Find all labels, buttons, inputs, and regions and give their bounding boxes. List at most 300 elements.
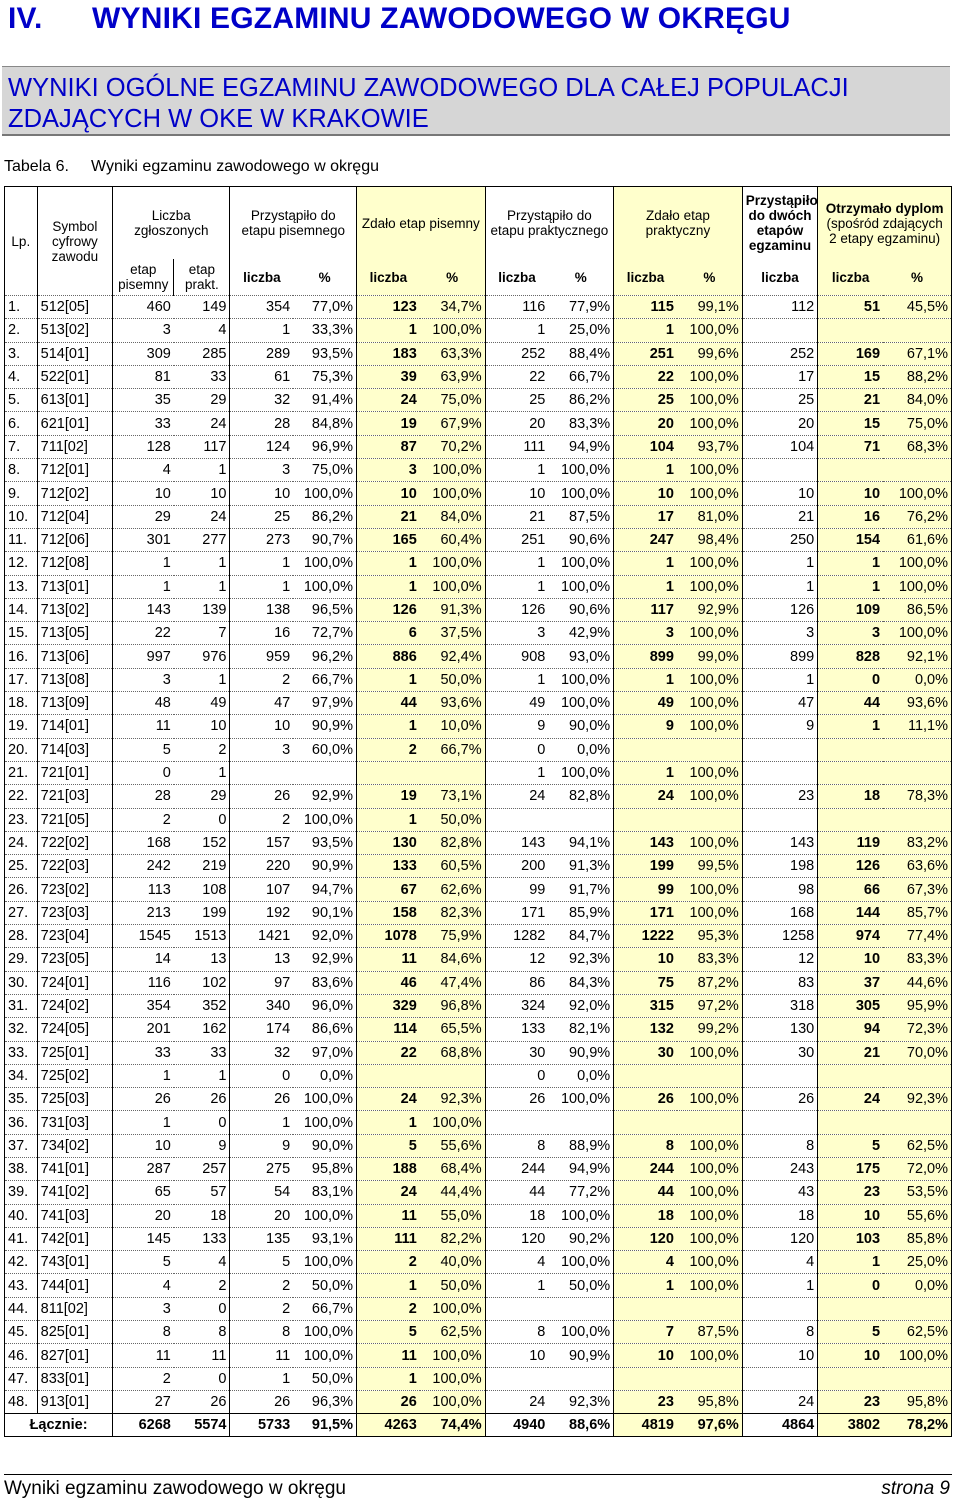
table-cell: 128 xyxy=(113,435,174,458)
table-cell xyxy=(677,1064,742,1087)
table-cell xyxy=(818,808,883,831)
table-cell: 97 xyxy=(230,971,293,994)
table-cell xyxy=(548,1111,613,1134)
sub-pct: % xyxy=(883,259,951,296)
table-cell: 5 xyxy=(230,1251,293,1274)
profession-code: 741[03] xyxy=(37,1204,113,1227)
table-cell: 309 xyxy=(113,342,174,365)
row-number: 13. xyxy=(5,575,38,598)
table-cell: 287 xyxy=(113,1157,174,1180)
table-cell: 251 xyxy=(614,342,677,365)
table-cell: 199 xyxy=(614,855,677,878)
row-number: 32. xyxy=(5,1018,38,1041)
table-cell: 94,7% xyxy=(293,878,356,901)
table-cell: 7 xyxy=(614,1321,677,1344)
table-cell: 198 xyxy=(742,855,818,878)
table-cell: 324 xyxy=(485,994,548,1017)
table-cell xyxy=(677,738,742,761)
table-cell: 5 xyxy=(357,1134,420,1157)
table-cell xyxy=(677,1111,742,1134)
table-row xyxy=(5,645,952,668)
table-cell: 47 xyxy=(742,692,818,715)
profession-code: 714[03] xyxy=(37,738,113,761)
table-cell: 87,2% xyxy=(677,971,742,994)
row-number: 48. xyxy=(5,1390,38,1413)
table-cell: 32 xyxy=(230,1041,293,1064)
table-cell: 165 xyxy=(357,528,420,551)
table-cell: 68,4% xyxy=(420,1157,485,1180)
table-cell: 1282 xyxy=(485,925,548,948)
table-cell xyxy=(614,1111,677,1134)
footer-title: Wyniki egzaminu zawodowego w okręgu xyxy=(4,1478,346,1499)
table-cell: 157 xyxy=(230,831,293,854)
table-cell xyxy=(883,808,951,831)
table-cell: 10 xyxy=(174,715,230,738)
table-cell: 100,0% xyxy=(883,1344,951,1367)
table-row xyxy=(5,715,952,738)
table-cell: 28 xyxy=(230,412,293,435)
table-cell: 70,2% xyxy=(420,435,485,458)
table-cell: 33 xyxy=(174,365,230,388)
table-cell: 37 xyxy=(818,971,883,994)
table-cell: 26 xyxy=(614,1088,677,1111)
table-cell: 61 xyxy=(230,365,293,388)
table-row xyxy=(5,1134,952,1157)
sub-liczba: liczba xyxy=(818,259,883,296)
table-cell: 162 xyxy=(174,1018,230,1041)
total-cell: 4864 xyxy=(742,1414,818,1437)
table-cell: 86,2% xyxy=(548,389,613,412)
table-cell: 0 xyxy=(174,808,230,831)
table-cell: 90,0% xyxy=(548,715,613,738)
table-cell: 200 xyxy=(485,855,548,878)
table-cell: 93,0% xyxy=(548,645,613,668)
dyplom-subtitle: (spośród zdających 2 etapy egzaminu) xyxy=(826,215,943,246)
table-cell: 100,0% xyxy=(420,575,485,598)
table-cell: 8 xyxy=(742,1134,818,1157)
table-cell: 0,0% xyxy=(883,668,951,691)
table-cell: 63,9% xyxy=(420,365,485,388)
total-cell: 4940 xyxy=(485,1414,548,1437)
profession-code: 724[01] xyxy=(37,971,113,994)
profession-code: 713[08] xyxy=(37,668,113,691)
table-cell: 100,0% xyxy=(677,459,742,482)
table-cell: 99 xyxy=(614,878,677,901)
table-cell: 24 xyxy=(357,1181,420,1204)
row-number: 24. xyxy=(5,831,38,854)
table-cell: 24 xyxy=(357,1088,420,1111)
table-cell: 51 xyxy=(818,296,883,319)
table-cell: 90,6% xyxy=(548,598,613,621)
table-cell xyxy=(485,1297,548,1320)
profession-code: 723[02] xyxy=(37,878,113,901)
table-cell: 63,6% xyxy=(883,855,951,878)
table-cell: 78,3% xyxy=(883,785,951,808)
table-cell: 50,0% xyxy=(293,1274,356,1297)
table-cell: 98 xyxy=(742,878,818,901)
table-cell: 93,5% xyxy=(293,342,356,365)
total-cell: 91,5% xyxy=(293,1414,356,1437)
table-row xyxy=(5,412,952,435)
table-cell: 85,7% xyxy=(883,901,951,924)
table-cell: 119 xyxy=(818,831,883,854)
table-cell: 82,8% xyxy=(420,831,485,854)
table-cell: 23 xyxy=(818,1390,883,1413)
table-cell: 9 xyxy=(614,715,677,738)
table-row xyxy=(5,319,952,342)
table-cell: 93,1% xyxy=(293,1227,356,1250)
table-row xyxy=(5,598,952,621)
table-cell: 30 xyxy=(614,1041,677,1064)
table-cell: 102 xyxy=(174,971,230,994)
table-cell: 30 xyxy=(742,1041,818,1064)
table-cell: 39 xyxy=(357,365,420,388)
table-cell: 247 xyxy=(614,528,677,551)
total-cell: 6268 xyxy=(113,1414,174,1437)
table-cell: 104 xyxy=(614,435,677,458)
table-cell: 3 xyxy=(113,319,174,342)
table-cell: 1 xyxy=(357,715,420,738)
table-cell: 252 xyxy=(485,342,548,365)
table-cell: 1 xyxy=(818,1251,883,1274)
table-cell: 99 xyxy=(485,878,548,901)
table-cell: 100,0% xyxy=(883,552,951,575)
table-cell: 10 xyxy=(742,1344,818,1367)
table-cell: 24 xyxy=(485,785,548,808)
table-row xyxy=(5,1344,952,1367)
row-number: 3. xyxy=(5,342,38,365)
table-cell: 1 xyxy=(174,1064,230,1087)
table-cell: 19 xyxy=(357,412,420,435)
table-cell: 1 xyxy=(614,575,677,598)
table-cell: 26 xyxy=(174,1088,230,1111)
table-cell: 95,8% xyxy=(293,1157,356,1180)
table-cell: 24 xyxy=(742,1390,818,1413)
table-cell: 0 xyxy=(174,1367,230,1390)
table-cell: 192 xyxy=(230,901,293,924)
table-cell: 20 xyxy=(230,1204,293,1227)
results-table xyxy=(4,186,952,1437)
table-cell: 145 xyxy=(113,1227,174,1250)
profession-code: 725[01] xyxy=(37,1041,113,1064)
table-cell: 19 xyxy=(357,785,420,808)
table-cell xyxy=(742,808,818,831)
table-cell: 100,0% xyxy=(420,552,485,575)
table-cell: 11 xyxy=(357,1204,420,1227)
table-cell: 90,9% xyxy=(548,1041,613,1064)
table-cell: 133 xyxy=(174,1227,230,1250)
dyplom-title: Otrzymało dyplom xyxy=(825,200,944,216)
profession-code: 723[05] xyxy=(37,948,113,971)
table-cell: 124 xyxy=(230,435,293,458)
total-row xyxy=(5,1414,952,1437)
table-cell: 100,0% xyxy=(677,1181,742,1204)
table-cell: 1 xyxy=(230,1367,293,1390)
table-cell: 175 xyxy=(818,1157,883,1180)
table-cell: 0 xyxy=(113,761,174,784)
table-cell: 107 xyxy=(230,878,293,901)
table-cell: 886 xyxy=(357,645,420,668)
table-cell: 100,0% xyxy=(420,1390,485,1413)
table-cell: 244 xyxy=(485,1157,548,1180)
profession-code: 714[01] xyxy=(37,715,113,738)
table-cell: 84,7% xyxy=(548,925,613,948)
table-cell: 25 xyxy=(485,389,548,412)
table-cell: 83 xyxy=(742,971,818,994)
table-cell: 92,9% xyxy=(677,598,742,621)
table-cell: 93,5% xyxy=(293,831,356,854)
table-cell: 16 xyxy=(230,622,293,645)
table-cell: 0,0% xyxy=(548,1064,613,1087)
table-cell xyxy=(293,761,356,784)
subheading-box: WYNIKI OGÓLNE EGZAMINU ZAWODOWEGO DLA CAŁEJ POPULACJI ZDAJĄCYCH W OKE W KRAKOWIE xyxy=(2,66,950,136)
table-cell: 100,0% xyxy=(677,1204,742,1227)
table-cell: 1 xyxy=(742,668,818,691)
table-cell: 26 xyxy=(230,1390,293,1413)
table-cell: 1 xyxy=(174,552,230,575)
profession-code: 827[01] xyxy=(37,1344,113,1367)
row-number: 39. xyxy=(5,1181,38,1204)
table-cell: 1513 xyxy=(174,925,230,948)
table-cell: 75,0% xyxy=(420,389,485,412)
table-cell: 33 xyxy=(113,412,174,435)
row-number: 15. xyxy=(5,622,38,645)
table-row xyxy=(5,1367,952,1390)
table-cell: 21 xyxy=(742,505,818,528)
table-cell: 10 xyxy=(113,1134,174,1157)
table-cell: 1 xyxy=(230,1111,293,1134)
table-cell: 100,0% xyxy=(548,1088,613,1111)
profession-code: 721[05] xyxy=(37,808,113,831)
profession-code: 512[05] xyxy=(37,296,113,319)
table-cell: 81,0% xyxy=(677,505,742,528)
row-number: 33. xyxy=(5,1041,38,1064)
table-cell: 460 xyxy=(113,296,174,319)
table-cell: 100,0% xyxy=(293,1204,356,1227)
table-cell: 112 xyxy=(742,296,818,319)
table-cell: 354 xyxy=(113,994,174,1017)
table-cell xyxy=(818,1367,883,1390)
row-number: 44. xyxy=(5,1297,38,1320)
table-cell: 29 xyxy=(113,505,174,528)
table-cell: 1 xyxy=(230,552,293,575)
table-cell: 100,0% xyxy=(548,761,613,784)
row-number: 14. xyxy=(5,598,38,621)
table-cell: 126 xyxy=(742,598,818,621)
row-number: 17. xyxy=(5,668,38,691)
profession-code: 722[02] xyxy=(37,831,113,854)
profession-code: 712[01] xyxy=(37,459,113,482)
table-cell: 92,9% xyxy=(293,948,356,971)
table-cell: 8 xyxy=(614,1134,677,1157)
table-cell: 100,0% xyxy=(548,1321,613,1344)
row-number: 46. xyxy=(5,1344,38,1367)
profession-code: 742[01] xyxy=(37,1227,113,1250)
table-cell: 92,3% xyxy=(548,1390,613,1413)
table-cell: 99,0% xyxy=(677,645,742,668)
table-cell: 3 xyxy=(485,622,548,645)
profession-code: 712[04] xyxy=(37,505,113,528)
row-number: 40. xyxy=(5,1204,38,1227)
table-cell: 82,2% xyxy=(420,1227,485,1250)
table-cell: 88,9% xyxy=(548,1134,613,1157)
table-cell: 50,0% xyxy=(420,668,485,691)
table-cell: 94,9% xyxy=(548,1157,613,1180)
table-cell: 20 xyxy=(742,412,818,435)
table-cell: 144 xyxy=(818,901,883,924)
table-cell: 57 xyxy=(174,1181,230,1204)
table-cell: 18 xyxy=(614,1204,677,1227)
table-cell: 26 xyxy=(742,1088,818,1111)
table-cell: 73,1% xyxy=(420,785,485,808)
profession-code: 741[01] xyxy=(37,1157,113,1180)
table-cell: 8 xyxy=(174,1321,230,1344)
row-number: 26. xyxy=(5,878,38,901)
table-cell: 100,0% xyxy=(677,365,742,388)
table-cell: 10 xyxy=(818,1344,883,1367)
table-cell: 97,9% xyxy=(293,692,356,715)
table-cell: 169 xyxy=(818,342,883,365)
table-cell: 100,0% xyxy=(677,1251,742,1274)
table-cell: 100,0% xyxy=(293,1111,356,1134)
table-cell: 17 xyxy=(614,505,677,528)
table-cell: 75,3% xyxy=(293,365,356,388)
sub-liczba: liczba xyxy=(357,259,420,296)
table-cell: 100,0% xyxy=(677,1157,742,1180)
table-cell: 1 xyxy=(614,668,677,691)
table-cell: 100,0% xyxy=(293,482,356,505)
table-cell: 50,0% xyxy=(293,1367,356,1390)
table-cell: 1 xyxy=(174,459,230,482)
row-number: 27. xyxy=(5,901,38,924)
table-cell: 15 xyxy=(818,365,883,388)
table-cell: 11 xyxy=(357,1344,420,1367)
table-cell: 86,5% xyxy=(883,598,951,621)
table-cell: 4 xyxy=(113,1274,174,1297)
table-cell: 3 xyxy=(113,1297,174,1320)
table-cell: 0,0% xyxy=(293,1064,356,1087)
table-cell: 61,6% xyxy=(883,528,951,551)
sub-liczba: liczba xyxy=(230,259,293,296)
table-cell: 70,0% xyxy=(883,1041,951,1064)
col-etap-prakt: etap prakt. xyxy=(174,259,230,296)
footer-rule xyxy=(4,1474,952,1475)
table-cell: 1421 xyxy=(230,925,293,948)
table-cell: 83,3% xyxy=(883,948,951,971)
table-cell: 91,7% xyxy=(548,878,613,901)
table-cell: 35 xyxy=(113,389,174,412)
table-cell: 94 xyxy=(818,1018,883,1041)
row-number: 16. xyxy=(5,645,38,668)
table-cell: 117 xyxy=(614,598,677,621)
table-cell: 26 xyxy=(230,785,293,808)
table-cell: 90,6% xyxy=(548,528,613,551)
table-cell: 92,3% xyxy=(420,1088,485,1111)
table-row xyxy=(5,948,952,971)
table-cell: 5 xyxy=(113,1251,174,1274)
table-cell xyxy=(548,808,613,831)
table-body xyxy=(5,296,952,1437)
table-cell: 88,2% xyxy=(883,365,951,388)
table-cell: 117 xyxy=(174,435,230,458)
table-cell: 158 xyxy=(357,901,420,924)
table-cell: 11 xyxy=(113,715,174,738)
table-cell xyxy=(883,459,951,482)
table-cell xyxy=(742,1111,818,1134)
total-cell: 88,6% xyxy=(548,1414,613,1437)
table-cell: 100,0% xyxy=(548,668,613,691)
table-cell: 1258 xyxy=(742,925,818,948)
table-cell: 1 xyxy=(818,552,883,575)
table-cell: 1078 xyxy=(357,925,420,948)
table-cell: 2 xyxy=(230,1274,293,1297)
table-cell: 171 xyxy=(614,901,677,924)
row-number: 2. xyxy=(5,319,38,342)
table-cell: 87,5% xyxy=(548,505,613,528)
row-number: 19. xyxy=(5,715,38,738)
table-cell: 899 xyxy=(742,645,818,668)
table-cell: 1 xyxy=(174,761,230,784)
table-cell: 43 xyxy=(742,1181,818,1204)
table-cell: 285 xyxy=(174,342,230,365)
table-cell: 9 xyxy=(742,715,818,738)
table-cell: 99,1% xyxy=(677,296,742,319)
row-number: 36. xyxy=(5,1111,38,1134)
table-cell: 250 xyxy=(742,528,818,551)
col-zdalo-pis: Zdało etap pisemny xyxy=(357,187,486,260)
table-cell: 24 xyxy=(485,1390,548,1413)
table-row xyxy=(5,1157,952,1180)
row-number: 18. xyxy=(5,692,38,715)
table-cell: 3 xyxy=(113,668,174,691)
table-cell: 103 xyxy=(818,1227,883,1250)
table-cell: 45,5% xyxy=(883,296,951,319)
table-cell: 10 xyxy=(614,948,677,971)
table-cell: 2 xyxy=(357,1251,420,1274)
table-cell: 98,4% xyxy=(677,528,742,551)
table-cell: 1 xyxy=(485,319,548,342)
table-cell: 135 xyxy=(230,1227,293,1250)
table-cell: 24 xyxy=(174,505,230,528)
table-cell: 123 xyxy=(357,296,420,319)
table-cell: 100,0% xyxy=(420,1344,485,1367)
table-cell: 11 xyxy=(174,1344,230,1367)
table-cell: 10 xyxy=(113,482,174,505)
table-cell: 0 xyxy=(485,738,548,761)
table-cell: 46 xyxy=(357,971,420,994)
table-cell: 2 xyxy=(357,738,420,761)
table-cell: 8 xyxy=(113,1321,174,1344)
table-cell xyxy=(485,808,548,831)
table-cell: 4 xyxy=(742,1251,818,1274)
table-row xyxy=(5,994,952,1017)
row-number: 1. xyxy=(5,296,38,319)
table-row xyxy=(5,435,952,458)
profession-code: 713[06] xyxy=(37,645,113,668)
table-cell: 220 xyxy=(230,855,293,878)
table-row xyxy=(5,1064,952,1087)
table-row xyxy=(5,1111,952,1134)
table-cell xyxy=(883,1367,951,1390)
table-cell xyxy=(883,1111,951,1134)
table-cell: 126 xyxy=(357,598,420,621)
total-cell: 74,4% xyxy=(420,1414,485,1437)
table-cell: 62,5% xyxy=(883,1134,951,1157)
table-cell: 100,0% xyxy=(677,1227,742,1250)
profession-code: 833[01] xyxy=(37,1367,113,1390)
table-cell xyxy=(883,1297,951,1320)
table-cell: 2 xyxy=(230,668,293,691)
